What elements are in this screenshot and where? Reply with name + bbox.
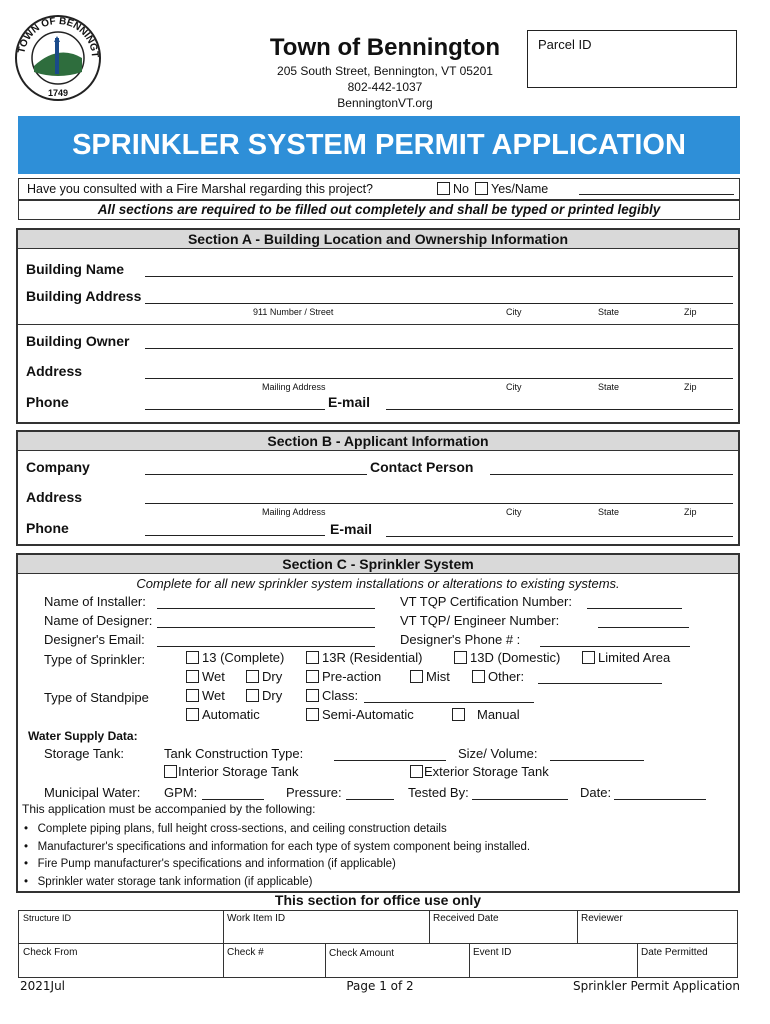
parcel-id-label: Parcel ID xyxy=(538,37,592,52)
building-owner-label: Building Owner xyxy=(26,333,130,349)
sp-auto-checkbox[interactable] xyxy=(186,708,199,721)
opt-mist-checkbox[interactable] xyxy=(410,670,423,683)
received-date-field: Received Date xyxy=(433,913,499,924)
interior-tank-checkbox[interactable] xyxy=(164,765,177,778)
sp-wet-checkbox[interactable] xyxy=(186,689,199,702)
addr-state-sub: State xyxy=(598,307,620,317)
storage-tank-label: Storage Tank: xyxy=(44,746,124,761)
yes-checkbox[interactable] xyxy=(475,182,488,195)
svg-text:TOWN OF BENNINGTON, VT: TOWN OF BENNINGT xyxy=(16,15,101,58)
exterior-tank[interactable]: Exterior Storage Tank xyxy=(410,764,549,779)
date-permitted-field: Date Permitted xyxy=(641,947,708,958)
applicant-address-label: Address xyxy=(26,489,83,505)
list-item: • Manufacturer's specifications and information for each type of system component being installed. xyxy=(24,840,531,853)
date-label: Date: xyxy=(580,785,612,800)
owner-mailing-sub: Mailing Address xyxy=(262,382,326,392)
company-line[interactable] xyxy=(145,474,367,475)
designer-email-line[interactable] xyxy=(157,646,375,647)
owner-phone-line[interactable] xyxy=(145,409,325,410)
check-number-field: Check # xyxy=(227,947,264,958)
sp-class-line[interactable] xyxy=(364,702,534,703)
gpm-label: GPM: xyxy=(164,785,198,800)
building-owner-line[interactable] xyxy=(145,348,733,349)
work-item-id-field: Work Item ID xyxy=(227,913,286,924)
opt-wet[interactable]: Wet xyxy=(186,669,225,684)
pressure-line[interactable] xyxy=(346,799,394,800)
form-banner: SPRINKLER SYSTEM PERMIT APPLICATION xyxy=(18,116,740,174)
footer-date: 2021Jul xyxy=(20,979,66,993)
addr-zip-sub: Zip xyxy=(684,307,697,317)
bullet-list xyxy=(24,821,530,891)
town-phone: 802-442-1037 xyxy=(347,80,423,94)
opt-other[interactable]: Other: xyxy=(472,669,524,684)
building-name-line[interactable] xyxy=(145,276,733,277)
sp-manual-checkbox[interactable] xyxy=(452,708,465,721)
date-line[interactable] xyxy=(614,799,706,800)
type-sprinkler-label: Type of Sprinkler: xyxy=(44,652,146,667)
sp-class[interactable]: Class: xyxy=(306,688,358,703)
fire-marshal-row xyxy=(18,178,740,200)
designer-phone-label: Designer's Phone # : xyxy=(400,632,521,647)
town-address: 205 South Street, Bennington, VT 05201 xyxy=(277,64,493,78)
building-name-label: Building Name xyxy=(26,261,125,277)
designer-line[interactable] xyxy=(157,627,375,628)
applicant-phone-label: Phone xyxy=(26,520,69,536)
addr-street-sub: 911 Number / Street xyxy=(253,307,334,317)
check-amount-field: Check Amount xyxy=(329,948,395,959)
sp-semi[interactable]: Semi-Automatic xyxy=(306,707,414,722)
opt-13r-checkbox[interactable] xyxy=(306,651,319,664)
pressure-label: Pressure: xyxy=(286,785,342,800)
interior-tank[interactable]: Interior Storage Tank xyxy=(164,764,298,779)
accompany-text: This application must be accompanied by the following: xyxy=(22,802,316,816)
installer-line[interactable] xyxy=(157,608,375,609)
gpm-line[interactable] xyxy=(202,799,264,800)
owner-email-label: E-mail xyxy=(328,394,371,410)
footer-page: Page 1 of 2 xyxy=(346,979,414,993)
type-standpipe-label: Type of Standpipe xyxy=(44,690,149,705)
parcel-id-box[interactable] xyxy=(527,30,737,88)
owner-zip-sub: Zip xyxy=(684,382,697,392)
tank-construction-line[interactable] xyxy=(334,760,446,761)
opt-preaction[interactable]: Pre-action xyxy=(306,669,381,684)
applicant-zip-sub: Zip xyxy=(684,507,697,517)
opt-dry-checkbox[interactable] xyxy=(246,670,259,683)
section-b-title: Section B - Applicant Information xyxy=(18,432,738,451)
owner-phone-label: Phone xyxy=(26,394,69,410)
event-id-field: Event ID xyxy=(473,947,512,958)
size-volume-line[interactable] xyxy=(550,760,644,761)
opt-13-checkbox[interactable] xyxy=(186,651,199,664)
exterior-tank-checkbox[interactable] xyxy=(410,765,423,778)
town-title: Town of Bennington xyxy=(269,34,501,61)
opt-mist[interactable]: Mist xyxy=(410,669,450,684)
applicant-state-sub: State xyxy=(598,507,620,517)
sp-class-checkbox[interactable] xyxy=(306,689,319,702)
section-a-title: Section A - Building Location and Ownership Information xyxy=(18,230,738,249)
sp-auto[interactable]: Automatic xyxy=(186,707,260,722)
municipal-label: Municipal Water: xyxy=(44,785,141,800)
tqp-cert-line[interactable] xyxy=(587,608,682,609)
water-supply-label: Water Supply Data: xyxy=(28,729,138,743)
building-address-line[interactable] xyxy=(145,303,733,304)
opt-other-line[interactable] xyxy=(538,683,662,684)
reviewer-field: Reviewer xyxy=(581,913,623,924)
tqp-eng-label: VT TQP/ Engineer Number: xyxy=(400,613,560,628)
tank-construction-label: Tank Construction Type: xyxy=(164,746,304,761)
section-c-subtitle: Complete for all new sprinkler system installations or alterations to existing systems. xyxy=(136,576,620,591)
owner-address-line[interactable] xyxy=(145,378,733,379)
addr-city-sub: City xyxy=(506,307,522,317)
tested-by-label: Tested By: xyxy=(408,785,469,800)
tested-by-line[interactable] xyxy=(472,799,568,800)
owner-email-line[interactable] xyxy=(386,409,733,410)
town-website: BenningtonVT.org xyxy=(337,96,433,110)
contact-person-label: Contact Person xyxy=(370,459,474,475)
svg-text:1749: 1749 xyxy=(47,88,69,98)
list-item: • Sprinkler water storage tank information (if applicable) xyxy=(24,875,313,888)
fire-marshal-name-line[interactable] xyxy=(579,194,734,195)
sp-manual[interactable]: Manual xyxy=(452,707,520,722)
sp-semi-checkbox[interactable] xyxy=(306,708,319,721)
required-notice: All sections are required to be filled out completely and shall be typed or printed legibly xyxy=(18,200,740,220)
applicant-city-sub: City xyxy=(506,507,522,517)
applicant-email-label: E-mail xyxy=(330,521,373,537)
installer-label: Name of Installer: xyxy=(44,594,146,609)
designer-label: Name of Designer: xyxy=(44,613,153,628)
opt-limited[interactable]: Limited Area xyxy=(582,650,670,665)
sp-dry-checkbox[interactable] xyxy=(246,689,259,702)
opt-limited-checkbox[interactable] xyxy=(582,651,595,664)
section-c-title: Section C - Sprinkler System xyxy=(18,555,738,574)
office-use-table xyxy=(18,910,738,978)
opt-13d-checkbox[interactable] xyxy=(454,651,467,664)
town-seal xyxy=(14,14,102,102)
opt-13d[interactable]: 13D (Domestic) xyxy=(454,650,560,665)
tqp-eng-line[interactable] xyxy=(598,627,689,628)
fire-marshal-question: Have you consulted with a Fire Marshal regarding this project? xyxy=(27,182,374,196)
opt-other-checkbox[interactable] xyxy=(472,670,485,683)
designer-phone-line[interactable] xyxy=(540,646,690,647)
fire-marshal-yes[interactable]: Yes/Name xyxy=(475,179,548,199)
opt-dry[interactable]: Dry xyxy=(246,669,282,684)
company-label: Company xyxy=(26,459,90,475)
list-item: • Fire Pump manufacturer's specifications and information (if applicable) xyxy=(24,858,396,870)
sp-wet[interactable]: Wet xyxy=(186,688,225,703)
opt-preaction-checkbox[interactable] xyxy=(306,670,319,683)
owner-city-sub: City xyxy=(506,382,522,392)
opt-13r[interactable]: 13R (Residential) xyxy=(306,650,422,665)
size-volume-label: Size/ Volume: xyxy=(458,746,538,761)
applicant-email-line[interactable] xyxy=(386,536,733,537)
owner-address-label: Address xyxy=(26,363,83,379)
opt-wet-checkbox[interactable] xyxy=(186,670,199,683)
fire-marshal-no[interactable]: No xyxy=(437,179,469,199)
list-item: • Complete piping plans, full height cross-sections, and ceiling construction details xyxy=(24,823,447,835)
building-address-label: Building Address xyxy=(26,288,142,304)
no-checkbox[interactable] xyxy=(437,182,450,195)
applicant-mailing-sub: Mailing Address xyxy=(262,507,326,517)
section-a xyxy=(16,228,740,424)
sp-dry[interactable]: Dry xyxy=(246,688,282,703)
designer-email-label: Designer's Email: xyxy=(44,632,145,647)
applicant-address-line[interactable] xyxy=(145,503,733,504)
office-use-title: This section for office use only xyxy=(274,892,482,908)
applicant-phone-line[interactable] xyxy=(145,535,325,536)
structure-id-field: Structure ID xyxy=(23,913,72,923)
footer-title: Sprinkler Permit Application xyxy=(572,979,740,993)
owner-state-sub: State xyxy=(598,382,620,392)
tqp-cert-label: VT TQP Certification Number: xyxy=(400,594,572,609)
opt-13[interactable]: 13 (Complete) xyxy=(186,650,284,665)
contact-person-line[interactable] xyxy=(490,474,733,475)
check-from-field: Check From xyxy=(23,947,78,958)
